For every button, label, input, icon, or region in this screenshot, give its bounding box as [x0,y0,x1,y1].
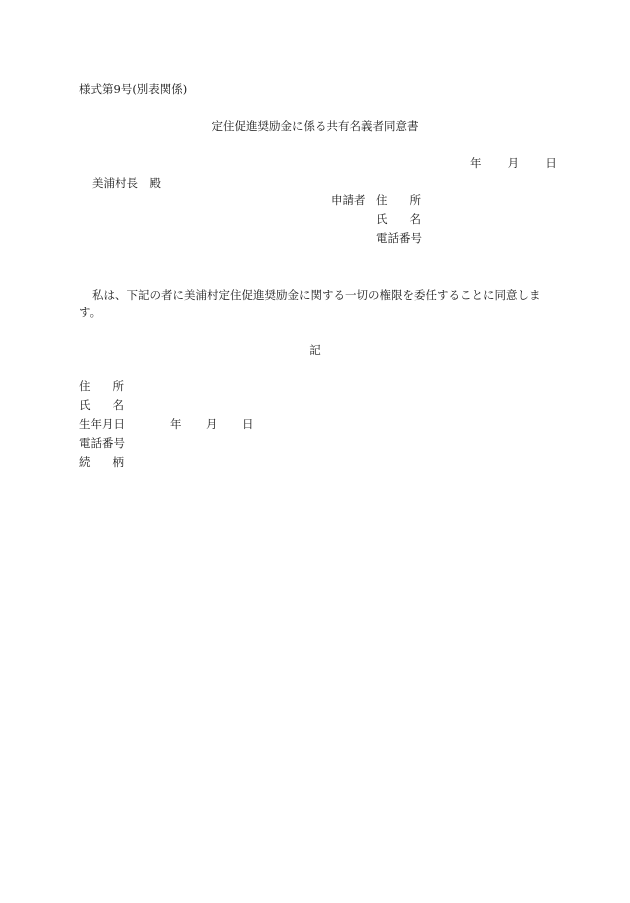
applicant-address-row [331,192,422,211]
record-relation-char-2: 柄 [112,455,124,469]
record-relation-char-1: 続 [79,455,91,469]
record-relation-label [79,454,124,473]
record-dob-row [79,416,254,435]
form-number: 様式第9号(別表関係) [79,82,188,96]
applicant-name-char-2: 名 [409,212,421,226]
applicant-name-label [376,211,421,230]
record-address-char-1: 住 [79,379,91,393]
applicant-name-row [331,211,422,230]
record-address-row [79,378,254,397]
applicant-phone-row [331,230,422,249]
delegate-record [79,378,254,473]
record-name-label [79,397,124,416]
applicant-address-char-2: 所 [409,193,421,207]
applicant-address-char-1: 住 [376,193,388,207]
applicant-lead: 申請者 [331,193,366,207]
record-name-char-2: 名 [112,398,124,412]
record-address-label [79,378,124,397]
record-name-row [79,397,254,416]
record-dob-fields [170,416,254,435]
date-day-label: 日 [545,156,557,170]
record-dob-label: 生年月日 [79,417,125,431]
applicant-name-char-1: 氏 [376,212,388,226]
date-year-label: 年 [470,156,482,170]
consent-statement: 私は、下記の者に美浦村定住促進奨励金に関する一切の権限を委任することに同意します。 [79,288,541,319]
ki-heading: 記 [309,343,321,357]
date-month-label: 月 [507,156,520,170]
record-dob-day: 日 [242,417,254,431]
addressee: 美浦村長 殿 [92,176,161,190]
record-phone-row [79,435,254,454]
record-dob-year: 年 [170,417,182,431]
record-address-char-2: 所 [112,379,124,393]
applicant-phone-label: 電話番号 [376,231,422,245]
record-dob-month: 月 [206,417,218,431]
document-title: 定住促進奨励金に係る共有名義者同意書 [211,119,419,133]
record-relation-row [79,454,254,473]
applicant-block [331,192,422,249]
record-phone-label: 電話番号 [79,436,125,450]
record-name-char-1: 氏 [79,398,91,412]
date-line [470,155,557,171]
applicant-address-label [376,192,421,211]
